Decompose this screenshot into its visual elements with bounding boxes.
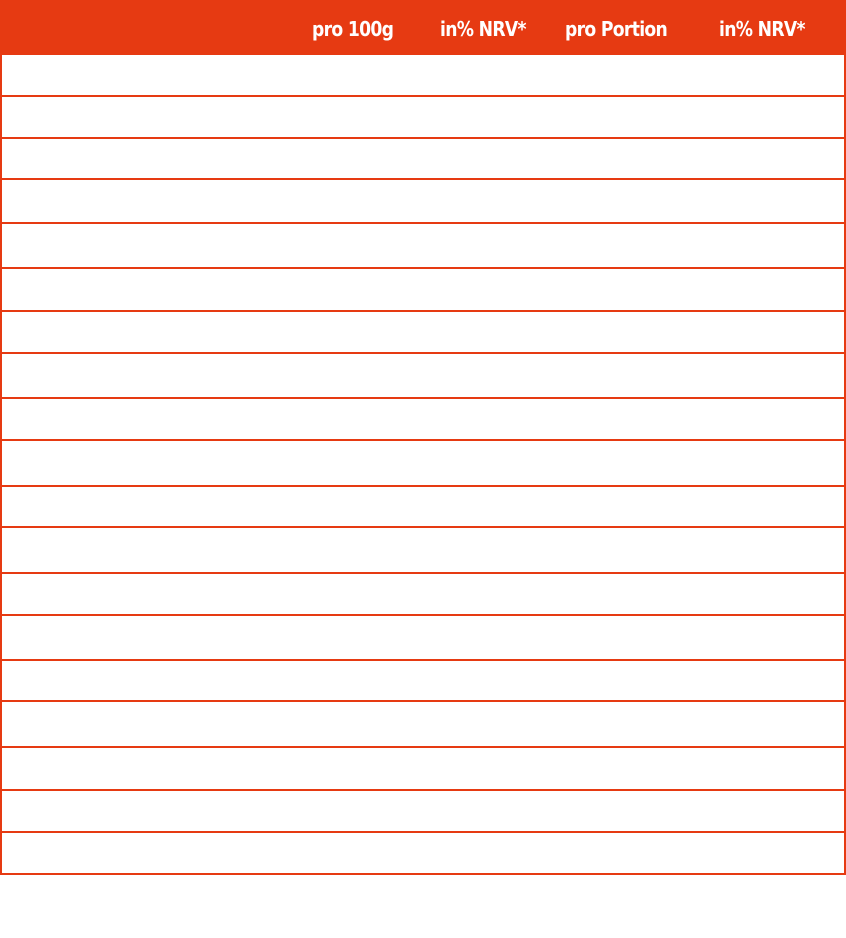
table-row bbox=[2, 789, 844, 831]
table-row bbox=[2, 178, 844, 222]
table-header bbox=[0, 0, 846, 55]
header-nrv-100g: in% NRV* bbox=[440, 17, 526, 41]
header-per-100g: pro 100g bbox=[312, 17, 394, 41]
table-row bbox=[2, 700, 844, 746]
header-per-portion: pro Portion bbox=[565, 17, 668, 41]
table-row bbox=[2, 614, 844, 659]
table-row bbox=[2, 831, 844, 873]
table-row bbox=[2, 397, 844, 439]
table-row bbox=[2, 526, 844, 572]
table-row bbox=[2, 352, 844, 397]
table-body bbox=[0, 55, 846, 875]
table-row bbox=[2, 137, 844, 178]
table-row bbox=[2, 222, 844, 267]
header-nrv-portion: in% NRV* bbox=[719, 17, 805, 41]
table-row bbox=[2, 95, 844, 137]
table-row bbox=[2, 746, 844, 789]
table-row bbox=[2, 267, 844, 310]
table-row bbox=[2, 485, 844, 526]
table-row bbox=[2, 439, 844, 485]
table-row bbox=[2, 310, 844, 352]
table-row bbox=[2, 55, 844, 95]
table-row bbox=[2, 572, 844, 614]
table-row bbox=[2, 659, 844, 700]
